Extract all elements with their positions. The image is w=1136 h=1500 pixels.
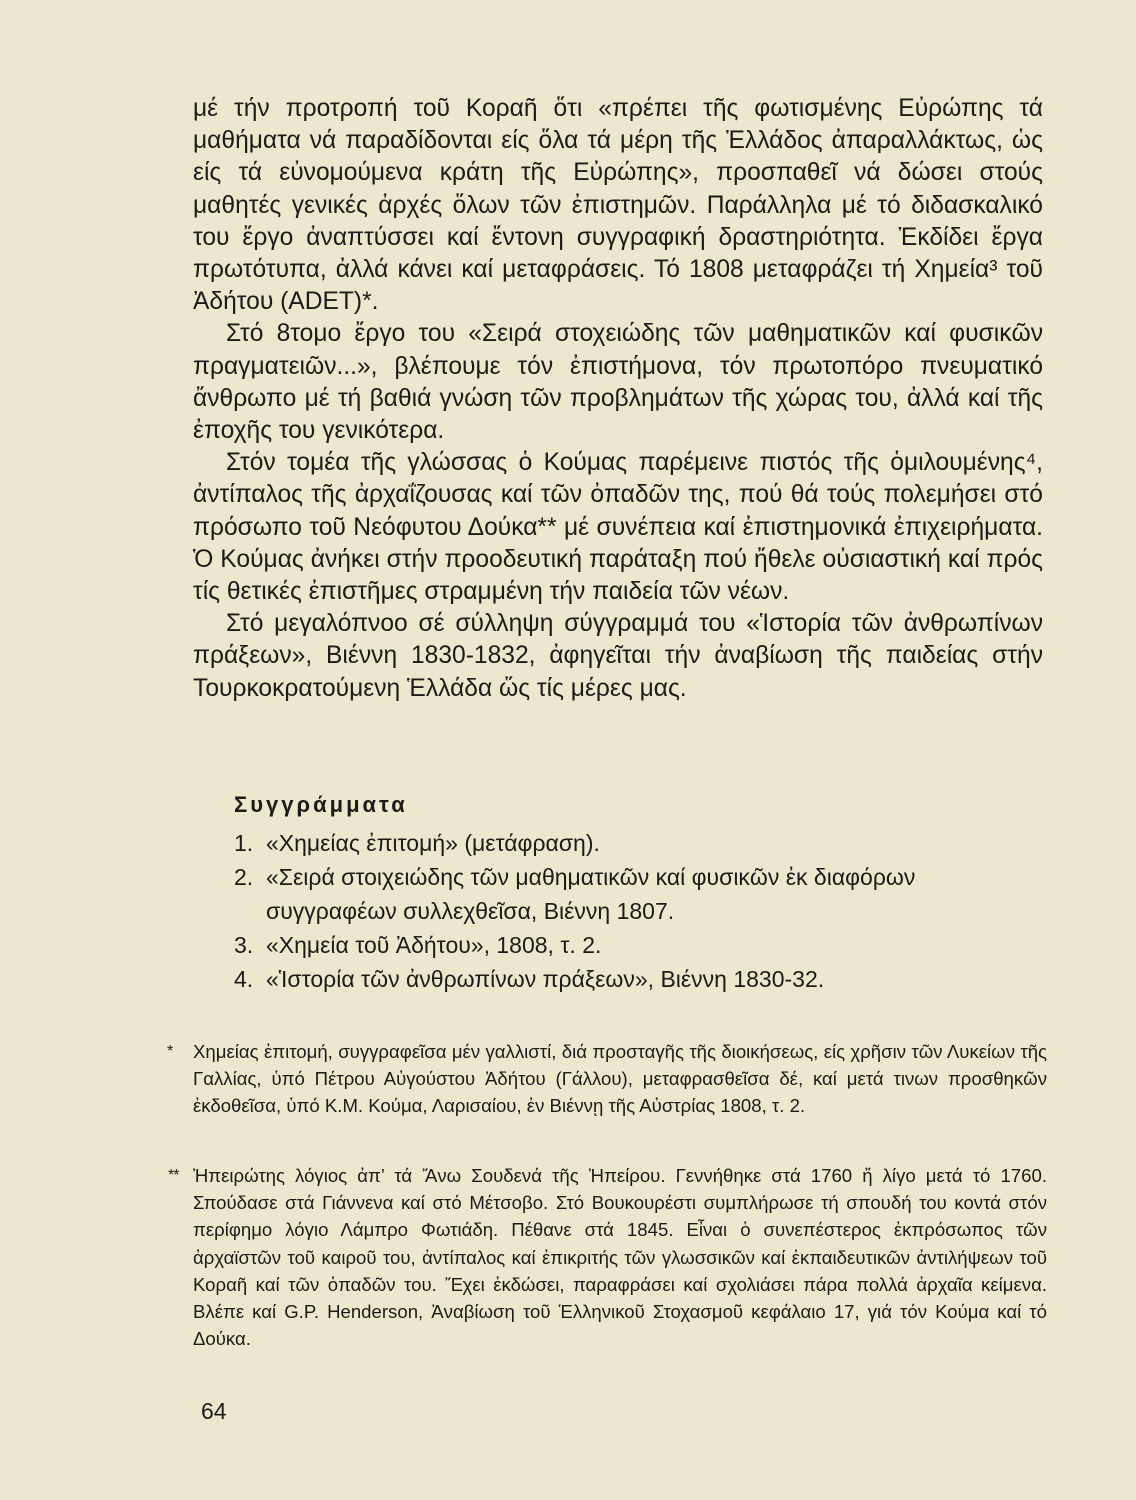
paragraph-4: Στό μεγαλόπνοο σέ σύλληψη σύγγραμμά του «Ἱστορία τῶν ἀνθρωπίνων πράξεων», Βιέννη 1830-1832, ἀφηγεῖται τήν ἀναβίωση τῆς παιδείας στήν Τουρκοκρατούμενη Ἑλλάδα ὥς τίς μέρες μας. [193, 610, 1043, 702]
footnote-1 [167, 1038, 1047, 1120]
works-item-text: «Σειρά στοιχειώδης τῶν μαθηματικῶν καί φυσικῶν ἐκ διαφόρων συγγραφέων συλλεχθεῖσα, Βιέννη 1807. [266, 864, 916, 924]
works-list [234, 826, 1034, 996]
works-item-number: 3. [234, 932, 254, 958]
footnote-marker: ** [168, 1167, 179, 1184]
paragraph-3: Στόν τομέα τῆς γλώσσας ὁ Κούμας παρέμεινε πιστός τῆς ὁμιλουμένης⁴, ἀντίπαλος τῆς ἀρχαΐζουσας καί τῶν ὀπαδῶν της, πού θά τούς πολεμήσει στό πρόσωπο τοῦ Νεόφυτου Δούκα** μέ συνέπεια καί ἐπιστημονικά ἐπιχειρήματα. Ὁ Κούμας ἀνήκει στήν προοδευτική παράταξη πού ἤθελε οὐσιαστική καί πρός τίς θετικές ἐπιστῆμες στραμμένη τήν παιδεία τῶν νέων. [193, 449, 1043, 606]
footnote-text: Χημείας ἐπιτομή, συγγραφεῖσα μέν γαλλιστί, διά προσταγῆς τῆς διοικήσεως, είς χρῆσιν τῶν Λυκείων τῆς Γαλλίας, ὑπό Πέτρου Αὐγούστου Ἀδήτου (Γάλλου), μεταφρασθεῖσα δέ, καί μετά τινων προσθηκῶν ἐκδοθεῖσα, ὑπό Κ.Μ. Κούμα, Λαρισαίου, ἐν Βιέννῃ τῆς Αὐστρίας 1808, τ. 2. [193, 1041, 1047, 1117]
body-text [193, 93, 1043, 705]
works-heading: Συγγράμματα [234, 792, 408, 817]
works-item-text: «Χημείας ἐπιτομή» (μετάφραση). [266, 830, 600, 856]
footnote-text: Ἠπειρώτης λόγιος ἀπ’ τά Ἄνω Σουδενά τῆς Ἠπείρου. Γεννήθηκε στά 1760 ἤ λίγο μετά τό 1760. Σπούδασε στά Γιάννενα καί στό Μέτσοβο. Στό Βουκουρέστι συμπλήρωσε τή σπουδή του κοντά στόν περίφημο λόγιο Λάμπρο Φωτιάδη. Πέθανε στά 1845. Εἶναι ὁ συνεπέστερος ἐκπρόσωπος τῶν ἀρχαϊστῶν τοῦ καιροῦ του, ἀντίπαλος καί ἐπικριτής τῶν γλωσσικῶν καί ἐκπαιδευτικῶν ἀντιλήψεων τοῦ Κοραῆ καί τῶν ὀπαδῶν του. Ἔχει ἐκδώσει, παραφράσει καί σχολιάσει πάρα πολλά ἀρχαῖα κείμενα. Βλέπε καί G.P. Henderson, Ἀναβίωση τοῦ Ἑλληνικοῦ Στοχασμοῦ κεφάλαιο 17, γιά τόν Κούμα καί τό Δούκα. [193, 1165, 1047, 1350]
works-item-number: 4. [234, 966, 254, 992]
works-item [234, 928, 1034, 962]
page-number: 64 [201, 1398, 227, 1424]
works-item [234, 826, 1034, 860]
works-item-text: «Χημεία τοῦ Ἀδήτου», 1808, τ. 2. [266, 932, 602, 958]
paragraph-1: μέ τήν προτροπή τοῦ Κοραῆ ὅτι «πρέπει τῆς φωτισμένης Εὐρώπης τά μαθήματα νά παραδίδονται είς ὅλα τά μέρη τῆς Ἑλλάδος ἀπαραλλάκτως, ὡς είς τά εὐνομούμενα κράτη τῆς Εὐρώπης», προσπαθεῖ νά δώσει στούς μαθητές γενικές ἀρχές ὅλων τῶν ἐπιστημῶν. Παράλληλα μέ τό διδασκαλικό του ἔργο ἀναπτύσσει καί ἔντονη συγγραφική δραστηριότητα. Ἐκδίδει ἔργα πρωτότυπα, ἀλλά κάνει καί μεταφράσεις. Τό 1808 μεταφράζει τή Χημεία³ τοῦ Ἀδήτου (ADET)*. [193, 95, 1043, 316]
works-item [234, 860, 1034, 928]
works-item [234, 962, 1034, 996]
works-item-text: «Ἱστορία τῶν ἀνθρωπίνων πράξεων», Βιέννη 1830-32. [266, 966, 825, 992]
paragraph-2: Στό 8τομο ἔργο του «Σειρά στοχειώδης τῶν μαθηματικῶν καί φυσικῶν πραγματειῶν...», βλέπουμε τόν ἐπιστήμονα, τόν πρωτοπόρο πνευματικό ἄνθρωπο μέ τή βαθιά γνώση τῶν προβλημάτων τῆς χώρας του, ἀλλά καί τῆς ἐποχῆς του γενικότερα. [193, 320, 1043, 445]
footnote-2 [168, 1162, 1047, 1352]
works-item-number: 2. [234, 864, 254, 890]
footnote-marker: * [167, 1043, 174, 1060]
works-item-number: 1. [234, 830, 254, 856]
